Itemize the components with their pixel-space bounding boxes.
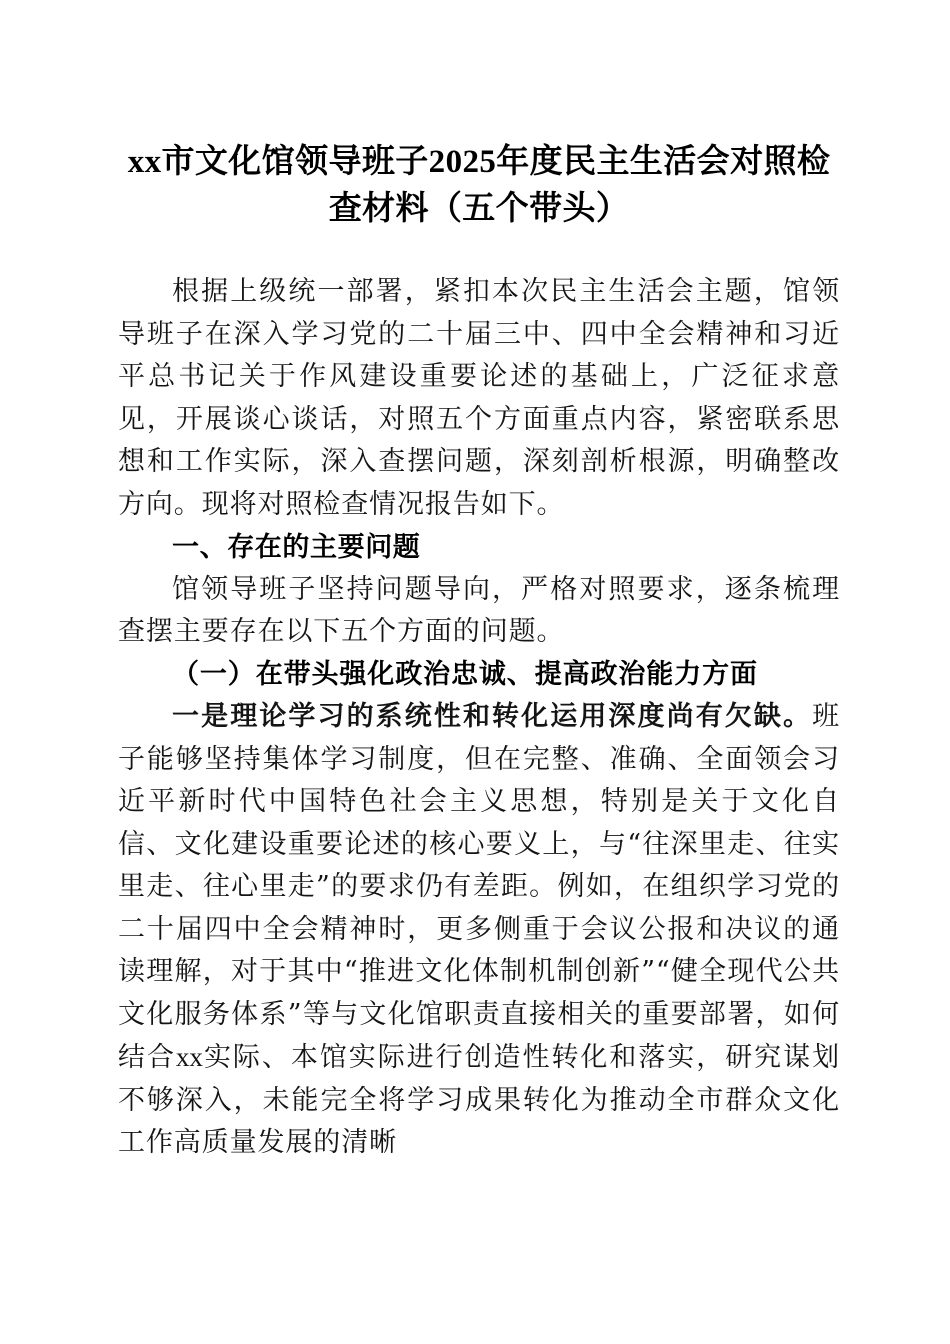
document-content	[118, 0, 840, 1165]
document-title: xx市文化馆领导班子2025年度民主生活会对照检查材料（五个带头）	[127, 144, 831, 227]
item-one-paragraph	[118, 696, 840, 1165]
item-one-body-part2: 实际、本馆实际进行创造性转化和落实，研究谋划不够深入，未能完全将学习成果转化为推动全市群众文化工作高质量发展的清晰	[118, 1042, 840, 1158]
intro-paragraph: 根据上级统一部署，紧扣本次民主生活会主题，馆领导班子在深入学习党的二十届三中、四中全会精神和习近平总书记关于作风建设重要论述的基础上，广泛征求意见，开展谈心谈话，对照五个方面重点内容，紧密联系思想和工作实际，深入查摆问题，深刻剖析根源，明确整改方向。现将对照检查情况报告如下。	[118, 276, 840, 520]
paragraph-after-heading-1: 馆领导班子坚持问题导向，严格对照要求，逐条梳理查摆主要存在以下五个方面的问题。	[118, 573, 840, 647]
item-one-lead-sentence: 一是理论学习的系统性和转化运用深度尚有欠缺。	[172, 701, 813, 732]
subsection-heading-1-1: （一）在带头强化政治忠诚、提高政治能力方面	[172, 658, 758, 690]
section-heading-1: 一、存在的主要问题	[172, 532, 421, 562]
item-one-body-part1: 班子能够坚持集体学习制度，但在完整、准确、全面领会习近平新时代中国特色社会主义思想，特别是关于文化自信、文化建设重要论述的核心要义上，与“往深里走、往实里走、往心里走”的要求仍有差距。例如，在组织学习党的二十届四中全会精神时，更多侧重于会议公报和决议的通读理解，对于其中“推进文化体制机制创新”“健全现代公共文化服务体系”等与文化馆职责直接相关的重要部署，如何结合	[118, 701, 840, 1073]
title-body-spacer	[118, 233, 840, 271]
item-one-inline-latin: xx	[175, 1042, 203, 1072]
